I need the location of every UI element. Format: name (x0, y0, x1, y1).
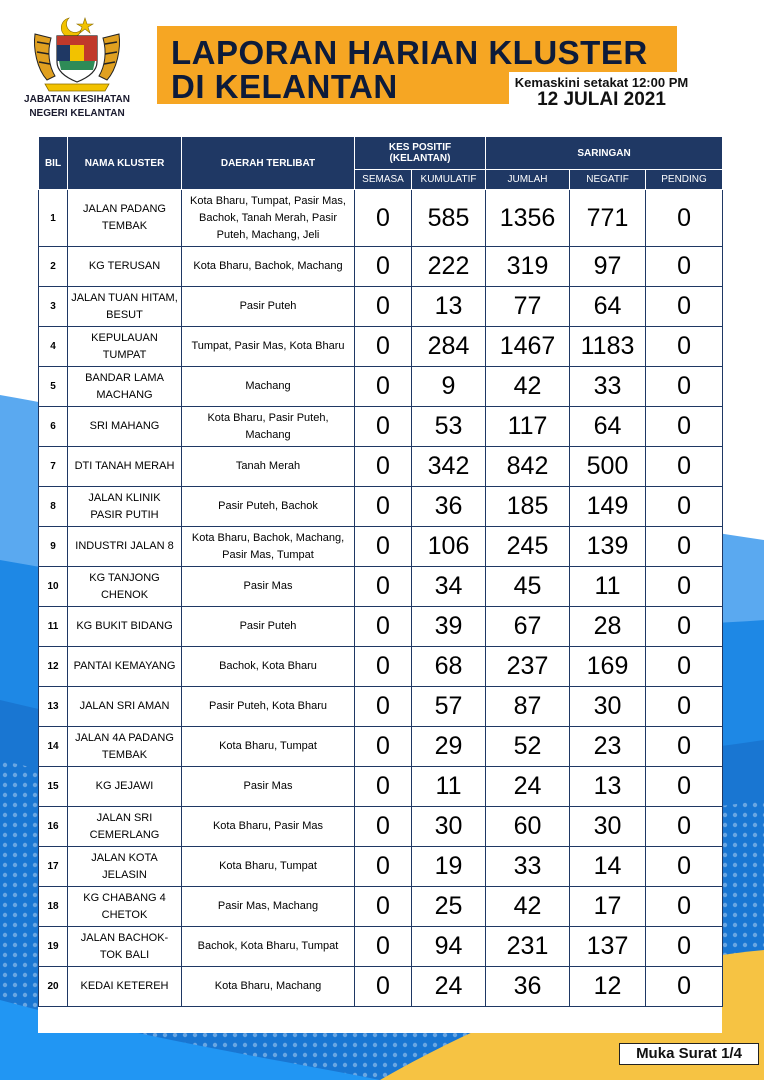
cell-daerah-terlibat: Tumpat, Pasir Mas, Kota Bharu (182, 327, 355, 367)
cell-pending: 0 (646, 927, 723, 967)
cell-kumulatif: 19 (412, 847, 486, 887)
cell-negatif: 771 (570, 190, 646, 247)
cell-jumlah: 77 (486, 287, 570, 327)
cell-jumlah: 67 (486, 607, 570, 647)
cell-jumlah: 1356 (486, 190, 570, 247)
cell-kumulatif: 24 (412, 967, 486, 1007)
cell-semasa: 0 (355, 367, 412, 407)
cell-kumulatif: 11 (412, 767, 486, 807)
table-row (39, 607, 723, 647)
cell-daerah-terlibat: Pasir Puteh (182, 287, 355, 327)
cell-bil: 5 (39, 367, 68, 407)
cell-pending: 0 (646, 190, 723, 247)
table-row (39, 487, 723, 527)
table-row (39, 527, 723, 567)
cell-nama-kluster: JALAN PADANG TEMBAK (68, 190, 182, 247)
cell-semasa: 0 (355, 447, 412, 487)
cell-bil: 12 (39, 647, 68, 687)
cell-bil: 1 (39, 190, 68, 247)
cell-semasa: 0 (355, 527, 412, 567)
cell-negatif: 23 (570, 727, 646, 767)
cell-negatif: 11 (570, 567, 646, 607)
header-semasa: SEMASA (355, 170, 412, 190)
cell-daerah-terlibat: Pasir Mas (182, 567, 355, 607)
table-header (39, 137, 723, 190)
cell-nama-kluster: JALAN BACHOK-TOK BALI (68, 927, 182, 967)
cell-bil: 18 (39, 887, 68, 927)
cell-pending: 0 (646, 967, 723, 1007)
cell-pending: 0 (646, 527, 723, 567)
cell-negatif: 137 (570, 927, 646, 967)
cell-nama-kluster: BANDAR LAMA MACHANG (68, 367, 182, 407)
cell-negatif: 169 (570, 647, 646, 687)
cell-semasa: 0 (355, 927, 412, 967)
cell-kumulatif: 36 (412, 487, 486, 527)
table-row (39, 247, 723, 287)
cell-nama-kluster: KEDAI KETEREH (68, 967, 182, 1007)
cell-daerah-terlibat: Kota Bharu, Tumpat, Pasir Mas, Bachok, Tanah Merah, Pasir Puteh, Machang, Jeli (182, 190, 355, 247)
header-negatif: NEGATIF (570, 170, 646, 190)
table-row (39, 287, 723, 327)
cell-jumlah: 231 (486, 927, 570, 967)
cell-kumulatif: 9 (412, 367, 486, 407)
cell-semasa: 0 (355, 967, 412, 1007)
cell-jumlah: 245 (486, 527, 570, 567)
cell-nama-kluster: DTI TANAH MERAH (68, 447, 182, 487)
table-row (39, 847, 723, 887)
cell-kumulatif: 106 (412, 527, 486, 567)
cell-negatif: 14 (570, 847, 646, 887)
cell-semasa: 0 (355, 647, 412, 687)
cell-nama-kluster: KG BUKIT BIDANG (68, 607, 182, 647)
cell-negatif: 1183 (570, 327, 646, 367)
cell-pending: 0 (646, 567, 723, 607)
cell-jumlah: 237 (486, 647, 570, 687)
update-date: 12 JULAI 2021 (537, 89, 666, 110)
header-jumlah: JUMLAH (486, 170, 570, 190)
cell-semasa: 0 (355, 407, 412, 447)
cell-nama-kluster: KEPULAUAN TUMPAT (68, 327, 182, 367)
table-row (39, 687, 723, 727)
cell-kumulatif: 29 (412, 727, 486, 767)
cell-nama-kluster: KG TANJONG CHENOK (68, 567, 182, 607)
cluster-table-container (38, 136, 722, 1033)
table-row (39, 927, 723, 967)
cell-bil: 15 (39, 767, 68, 807)
cell-daerah-terlibat: Pasir Mas, Machang (182, 887, 355, 927)
cell-bil: 3 (39, 287, 68, 327)
cell-negatif: 149 (570, 487, 646, 527)
cell-kumulatif: 39 (412, 607, 486, 647)
cell-nama-kluster: JALAN KOTA JELASIN (68, 847, 182, 887)
cell-semasa: 0 (355, 727, 412, 767)
cell-nama-kluster: JALAN SRI CEMERLANG (68, 807, 182, 847)
table-row (39, 367, 723, 407)
cell-bil: 10 (39, 567, 68, 607)
page-title-line2: DI KELANTAN (171, 68, 398, 105)
cell-semasa: 0 (355, 887, 412, 927)
cell-daerah-terlibat: Bachok, Kota Bharu (182, 647, 355, 687)
cell-bil: 16 (39, 807, 68, 847)
cell-nama-kluster: JALAN KLINIK PASIR PUTIH (68, 487, 182, 527)
cell-pending: 0 (646, 407, 723, 447)
cell-pending: 0 (646, 367, 723, 407)
cell-pending: 0 (646, 327, 723, 367)
cell-bil: 4 (39, 327, 68, 367)
cell-jumlah: 42 (486, 367, 570, 407)
cell-bil: 13 (39, 687, 68, 727)
cell-bil: 14 (39, 727, 68, 767)
cell-jumlah: 60 (486, 807, 570, 847)
page-title-line1: LAPORAN HARIAN KLUSTER (171, 34, 648, 71)
ministry-logo (18, 14, 136, 124)
cell-jumlah: 185 (486, 487, 570, 527)
cluster-table (38, 136, 723, 1007)
table-row (39, 407, 723, 447)
header-saringan: SARINGAN (486, 137, 723, 170)
table-row (39, 190, 723, 247)
cell-nama-kluster: KG JEJAWI (68, 767, 182, 807)
header-kumulatif: KUMULATIF (412, 170, 486, 190)
cell-daerah-terlibat: Tanah Merah (182, 447, 355, 487)
cell-bil: 7 (39, 447, 68, 487)
table-row (39, 327, 723, 367)
cell-pending: 0 (646, 887, 723, 927)
cell-jumlah: 45 (486, 567, 570, 607)
cell-kumulatif: 53 (412, 407, 486, 447)
cell-pending: 0 (646, 287, 723, 327)
table-row (39, 727, 723, 767)
cell-daerah-terlibat: Pasir Puteh, Bachok (182, 487, 355, 527)
cell-negatif: 139 (570, 527, 646, 567)
cell-semasa: 0 (355, 287, 412, 327)
cell-daerah-terlibat: Kota Bharu, Tumpat (182, 727, 355, 767)
cell-negatif: 17 (570, 887, 646, 927)
cell-nama-kluster: JALAN 4A PADANG TEMBAK (68, 727, 182, 767)
cell-negatif: 12 (570, 967, 646, 1007)
cell-jumlah: 1467 (486, 327, 570, 367)
cell-semasa: 0 (355, 190, 412, 247)
cell-nama-kluster: KG CHABANG 4 CHETOK (68, 887, 182, 927)
cell-kumulatif: 94 (412, 927, 486, 967)
cell-kumulatif: 68 (412, 647, 486, 687)
cell-kumulatif: 13 (412, 287, 486, 327)
cell-nama-kluster: INDUSTRI JALAN 8 (68, 527, 182, 567)
cell-kumulatif: 30 (412, 807, 486, 847)
cell-pending: 0 (646, 247, 723, 287)
cell-daerah-terlibat: Pasir Mas (182, 767, 355, 807)
cell-nama-kluster: JALAN TUAN HITAM, BESUT (68, 287, 182, 327)
cell-semasa: 0 (355, 607, 412, 647)
cell-daerah-terlibat: Kota Bharu, Pasir Mas (182, 807, 355, 847)
cell-kumulatif: 25 (412, 887, 486, 927)
cell-pending: 0 (646, 727, 723, 767)
table-body (39, 190, 723, 1007)
cell-nama-kluster: JALAN SRI AMAN (68, 687, 182, 727)
header-pending: PENDING (646, 170, 723, 190)
cell-negatif: 30 (570, 687, 646, 727)
header-kes-positif-line1: KES POSITIF (388, 142, 452, 153)
update-label: Kemaskini setakat 12:00 PM (514, 75, 689, 90)
cell-semasa: 0 (355, 807, 412, 847)
cell-bil: 17 (39, 847, 68, 887)
cell-daerah-terlibat: Pasir Puteh (182, 607, 355, 647)
table-row (39, 967, 723, 1007)
table-row (39, 807, 723, 847)
cell-daerah-terlibat: Kota Bharu, Bachok, Machang (182, 247, 355, 287)
cell-negatif: 97 (570, 247, 646, 287)
cell-daerah-terlibat: Bachok, Kota Bharu, Tumpat (182, 927, 355, 967)
cell-jumlah: 842 (486, 447, 570, 487)
cell-kumulatif: 57 (412, 687, 486, 727)
cell-semasa: 0 (355, 247, 412, 287)
org-name-line2: NEGERI KELANTAN (29, 108, 125, 119)
cell-semasa: 0 (355, 567, 412, 607)
header-nama-kluster: NAMA KLUSTER (68, 137, 182, 190)
cell-semasa: 0 (355, 327, 412, 367)
cell-negatif: 28 (570, 607, 646, 647)
cell-kumulatif: 222 (412, 247, 486, 287)
cell-bil: 8 (39, 487, 68, 527)
cell-bil: 20 (39, 967, 68, 1007)
cell-kumulatif: 342 (412, 447, 486, 487)
page-number: Muka Surat 1/4 (619, 1043, 759, 1065)
table-row (39, 767, 723, 807)
cell-negatif: 13 (570, 767, 646, 807)
cell-semasa: 0 (355, 487, 412, 527)
coat-of-arms-icon (29, 14, 125, 92)
cell-bil: 9 (39, 527, 68, 567)
cell-bil: 11 (39, 607, 68, 647)
cell-kumulatif: 34 (412, 567, 486, 607)
cell-nama-kluster: KG TERUSAN (68, 247, 182, 287)
cell-nama-kluster: PANTAI KEMAYANG (68, 647, 182, 687)
table-row (39, 567, 723, 607)
table-row (39, 647, 723, 687)
cell-daerah-terlibat: Kota Bharu, Tumpat (182, 847, 355, 887)
cell-daerah-terlibat: Machang (182, 367, 355, 407)
cell-semasa: 0 (355, 767, 412, 807)
cell-jumlah: 36 (486, 967, 570, 1007)
cell-jumlah: 319 (486, 247, 570, 287)
cell-jumlah: 52 (486, 727, 570, 767)
cell-pending: 0 (646, 687, 723, 727)
cell-daerah-terlibat: Pasir Puteh, Kota Bharu (182, 687, 355, 727)
cell-pending: 0 (646, 487, 723, 527)
update-info (509, 72, 694, 114)
cell-negatif: 64 (570, 287, 646, 327)
cell-nama-kluster: SRI MAHANG (68, 407, 182, 447)
table-row (39, 887, 723, 927)
cell-semasa: 0 (355, 847, 412, 887)
cell-semasa: 0 (355, 687, 412, 727)
cell-daerah-terlibat: Kota Bharu, Bachok, Machang, Pasir Mas, Tumpat (182, 527, 355, 567)
cell-kumulatif: 284 (412, 327, 486, 367)
header-kes-positif (355, 137, 486, 170)
cell-pending: 0 (646, 607, 723, 647)
table-row (39, 447, 723, 487)
cell-jumlah: 117 (486, 407, 570, 447)
cell-negatif: 33 (570, 367, 646, 407)
cell-pending: 0 (646, 767, 723, 807)
cell-jumlah: 24 (486, 767, 570, 807)
cell-negatif: 30 (570, 807, 646, 847)
header-kes-positif-line2: (KELANTAN) (389, 153, 451, 164)
cell-bil: 19 (39, 927, 68, 967)
header-bil: BIL (39, 137, 68, 190)
cell-jumlah: 42 (486, 887, 570, 927)
cell-daerah-terlibat: Kota Bharu, Machang (182, 967, 355, 1007)
cell-kumulatif: 585 (412, 190, 486, 247)
header-daerah-terlibat: DAERAH TERLIBAT (182, 137, 355, 190)
cell-bil: 6 (39, 407, 68, 447)
cell-daerah-terlibat: Kota Bharu, Pasir Puteh, Machang (182, 407, 355, 447)
cell-jumlah: 87 (486, 687, 570, 727)
cell-pending: 0 (646, 647, 723, 687)
org-name-line1: JABATAN KESIHATAN (24, 94, 130, 105)
cell-pending: 0 (646, 847, 723, 887)
cell-negatif: 500 (570, 447, 646, 487)
cell-bil: 2 (39, 247, 68, 287)
cell-pending: 0 (646, 807, 723, 847)
cell-negatif: 64 (570, 407, 646, 447)
cell-jumlah: 33 (486, 847, 570, 887)
cell-pending: 0 (646, 447, 723, 487)
